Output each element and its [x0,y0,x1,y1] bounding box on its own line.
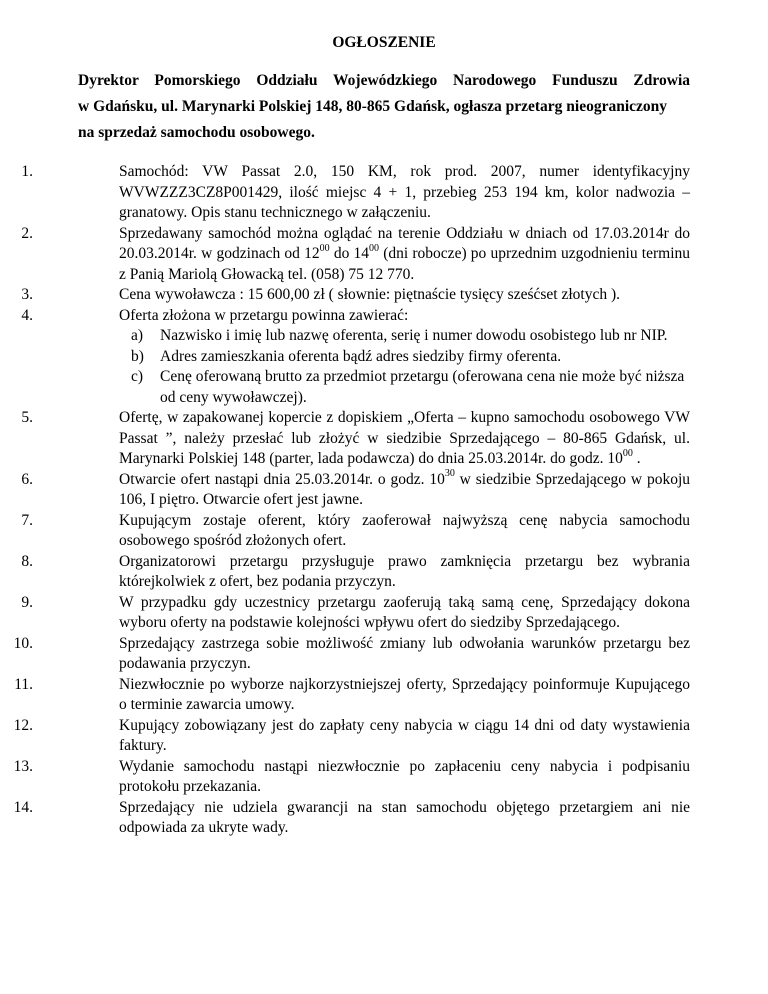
list-text: Kupujący zobowiązany jest do zapłaty ceny nabycia w ciągu 14 dni od daty wystawienia faktury. [119,716,690,754]
text-segment: (dni robocze) po uprzednim uzgodnieniu terminu z Panią Mariolą Głowacką tel. (058) 75 12 770. [119,245,691,283]
list-item [0,798,690,839]
list-number: 4. [21,306,33,324]
list-number: 12. [13,716,33,734]
list-text: Sprzedający nie udziela gwarancji na stan samochodu objętego przetargiem ani nie odpowiada za ukryte wady. [119,798,690,836]
list-number: 13. [13,757,33,775]
text-segment: do 14 [329,245,370,262]
list-number: 2. [21,224,33,242]
list-text: Wydanie samochodu nastąpi niezwłocznie po zapłaceniu ceny nabycia i podpisaniu protokołu przekazania. [119,757,690,795]
list-item [0,408,690,470]
list-item [0,470,690,511]
list-item [0,552,690,593]
conditions-list [0,162,768,839]
list-item [0,634,690,675]
text-segment: . [632,450,641,467]
sub-letter: a) [131,327,144,344]
superscript: 00 [622,447,633,459]
intro-line: na sprzedaż samochodu osobowego. [78,124,315,141]
list-number: 5. [21,409,33,426]
list-item [0,716,690,757]
text-segment: Sprzedawany samochód można oglądać na terenie Oddziału w dniach od 17.03.2014r do 20.03.2014r. w godzinach od 12 [119,224,690,262]
sub-item [0,326,690,347]
list-item [0,593,690,634]
list-text: Organizatorowi przetargu przysługuje prawo zamknięcia przetargu bez wybrania którejkolwiek z ofert, bez podania przyczyn. [119,552,690,590]
superscript: 00 [319,242,330,254]
list-item [0,757,690,798]
list-item [0,675,690,716]
list-item [0,306,690,327]
list-number: 1. [21,163,33,180]
sub-text: Adres zamieszkania oferenta bądź adres siedziby firmy oferenta. [160,347,562,365]
list-number: 7. [21,511,33,529]
list-number: 11. [14,675,33,693]
list-number: 6. [21,470,33,488]
list-number: 9. [21,593,33,611]
text-segment: Ofertę, w zapakowanej kopercie z dopiskiem „Oferta – kupno samochodu osobowego VW Passat ”, należy przesłać lub złożyć w siedzibie Sprzedającego – 80-865 Gdańsk, ul. Marynarki Polskiej 148 (parter, lada podawcza) do dnia 25.03.2014r. do godz. 10 [119,409,690,467]
list-text [119,468,690,509]
sub-text: Nazwisko i imię lub nazwę oferenta, serię i numer dowodu osobistego lub nr NIP. [160,327,668,344]
list-text: Cena wywoławcza : 15 600,00 zł ( słownie: piętnaście tysięcy sześćset złotych ). [119,286,621,303]
superscript: 00 [369,242,380,254]
text-segment: w siedzibie Sprzedającego w pokoju 106, I piętro. Otwarcie ofert jest jawne. [119,470,690,508]
list-text: Kupującym zostaje oferent, który zaoferował najwyższą cenę nabycia samochodu osobowego spośród złożonych ofert. [119,511,690,549]
intro-line: Dyrektor Pomorskiego Oddziału Wojewódzkiego Narodowego Funduszu Zdrowia [78,72,690,89]
list-text: W przypadku gdy uczestnicy przetargu zaoferują taką samą cenę, Sprzedający dokona wyboru oferty na podstawie kolejności wpływu ofert do siedziby Sprzedającego. [119,593,690,631]
list-text: Sprzedający zastrzega sobie możliwość zmiany lub odwołania warunków przetargu bez podawania przyczyn. [119,634,690,672]
sub-item [0,367,690,408]
list-item [0,285,690,306]
sub-item [0,347,690,368]
intro-line: w Gdańsku, ul. Marynarki Polskiej 148, 80-865 Gdańsk, ogłasza przetarg nieograniczony [78,98,668,115]
sub-letter: c) [131,368,144,385]
intro-paragraph [78,68,690,146]
list-text: Oferta złożona w przetargu powinna zawierać: [119,306,409,324]
list-text [119,409,690,467]
list-item [0,511,690,552]
text-segment: Otwarcie ofert nastąpi dnia 25.03.2014r. o godz. 10 [119,470,445,488]
list-number: 3. [21,286,33,303]
sub-text: Cenę oferowaną brutto za przedmiot przetargu (oferowana cena nie może być niższa od ceny wywoławczej). [160,368,685,406]
sub-letter: b) [131,347,144,365]
superscript: 30 [444,468,455,480]
list-number: 8. [21,552,33,570]
list-text [119,225,690,283]
list-item [0,224,690,286]
document-title: OGŁOSZENIE [332,34,436,51]
list-item [0,162,690,224]
list-text: Niezwłocznie po wyborze najkorzystniejszej oferty, Sprzedający poinformuje Kupującego o terminie zawarcia umowy. [119,675,690,713]
list-number: 14. [13,798,33,816]
list-number: 10. [13,634,33,652]
list-text: Samochód: VW Passat 2.0, 150 KM, rok prod. 2007, numer identyfikacyjny WVWZZZ3CZ8P001429, ilość miejsc 4 + 1, przebieg 253 194 km, kolor nadwozia – granatowy. Opis stanu technicznego w załączeniu. [119,163,690,221]
